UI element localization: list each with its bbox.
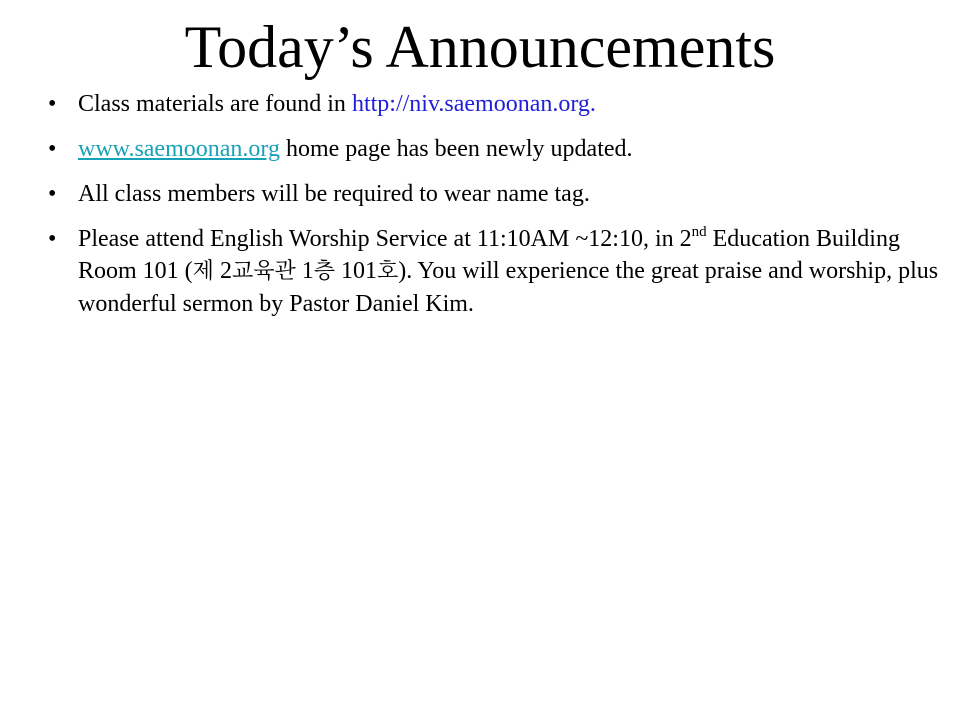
- page-title: Today’s Announcements: [184, 14, 776, 80]
- bullet-text: home page has been newly updated.: [279, 136, 633, 162]
- number-text: 101: [334, 258, 377, 284]
- bullet-text: Class materials are found in: [78, 91, 352, 117]
- bullet-text: Please attend English Worship Service at 11:10AM ~12:10, in 2: [78, 226, 692, 252]
- list-item: [48, 88, 948, 120]
- bullet-icon: •: [48, 181, 57, 207]
- list-item: [48, 223, 948, 320]
- korean-text: 층: [313, 259, 335, 284]
- korean-text: 교육관: [231, 259, 296, 284]
- korean-text: 호: [376, 259, 399, 284]
- materials-url: http://niv.saemoonan.org.: [351, 91, 596, 117]
- list-item: [48, 178, 948, 210]
- bullet-icon: •: [48, 136, 57, 162]
- bullet-text: ). You will experience the great praise and worship, plus wonderful sermon by Pastor Daniel Kim.: [78, 258, 939, 317]
- homepage-link[interactable]: www.saemoonan.org: [78, 136, 280, 162]
- number-text: 1: [295, 258, 314, 284]
- bullet-text: All class members will be required to wear name tag.: [78, 181, 590, 207]
- announcement-list: [48, 88, 948, 333]
- number-text: 2: [213, 258, 232, 284]
- bullet-icon: •: [48, 91, 57, 117]
- list-item: [48, 133, 948, 165]
- korean-text: 제: [192, 259, 214, 284]
- bullet-icon: •: [48, 226, 57, 252]
- bullet-text: Education Building Room 101 (: [78, 226, 900, 284]
- ordinal-suffix: nd: [691, 224, 707, 240]
